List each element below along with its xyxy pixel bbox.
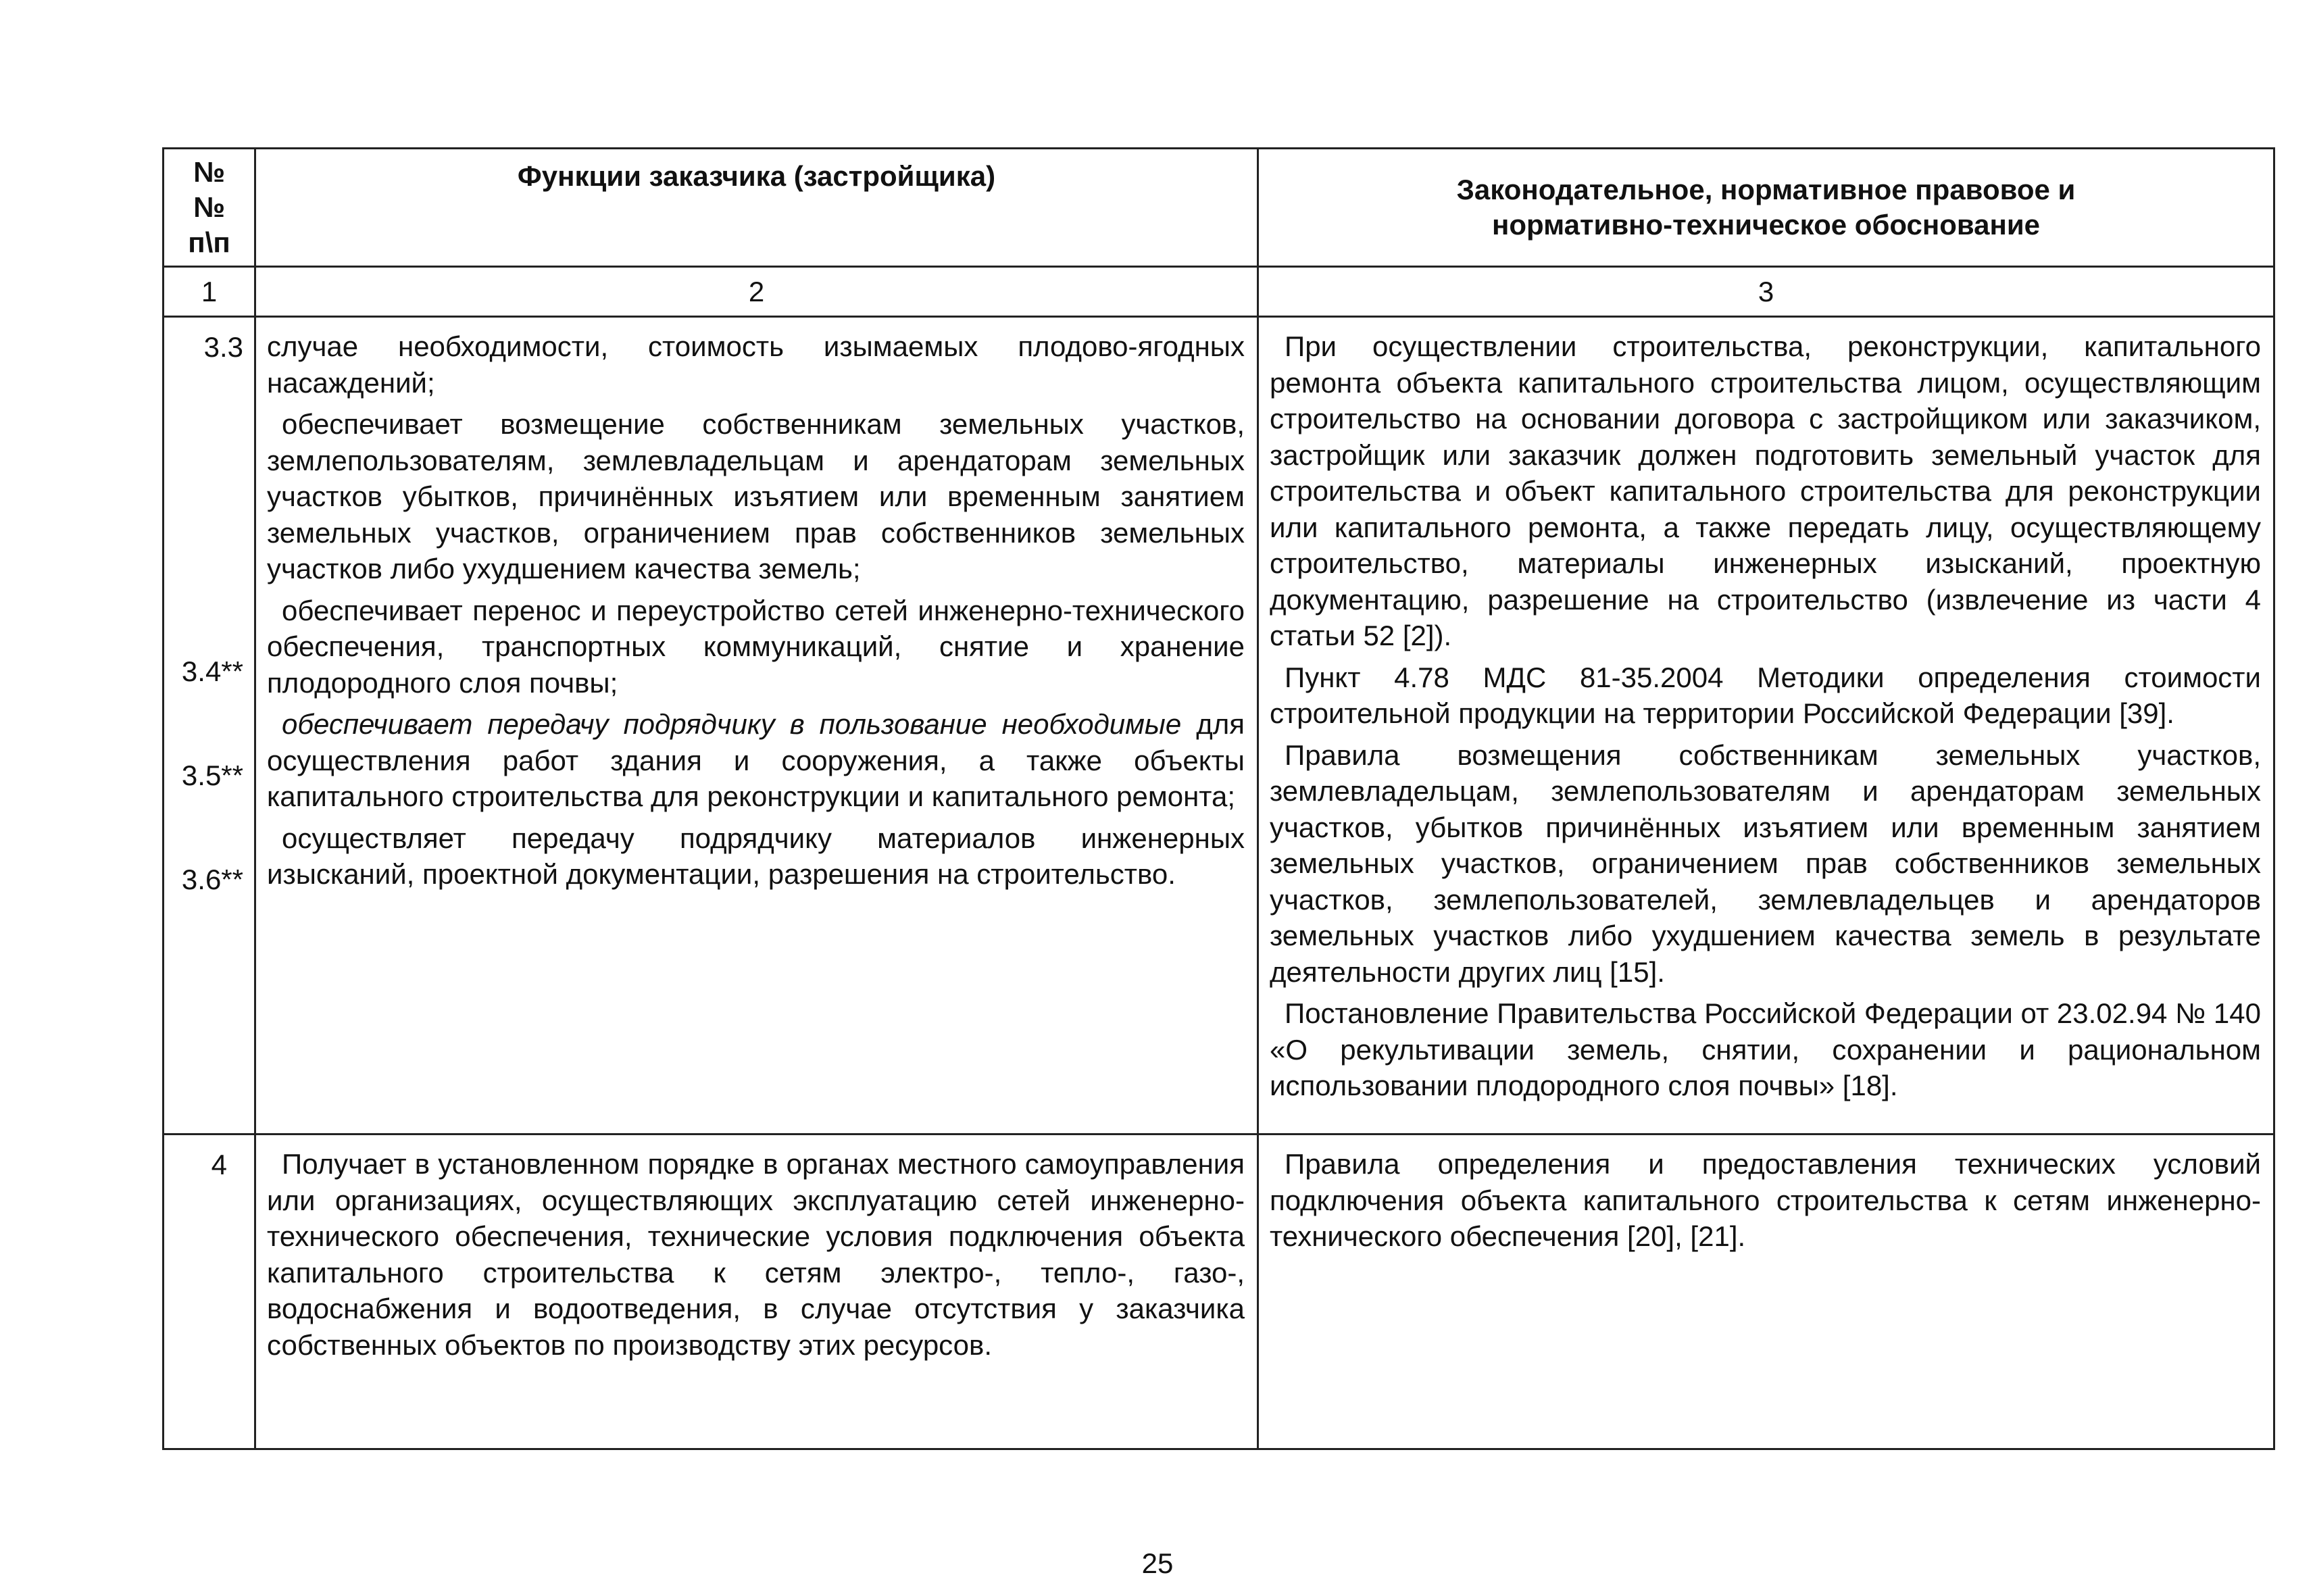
basis-cell <box>1258 317 2274 1134</box>
row-number-3-6: 3.6** <box>181 864 243 895</box>
function-item: обеспечивает возмещение собственникам земельных участков, землепользователям, землевладельцам и арендаторам земельных участков убытков, причинённых изъятием или временным занятием земельных участков, ограничением прав собственников земельных участков либо ухудшением качества земель; <box>267 408 1245 584</box>
header-basis-line1: Законодательное, нормативное правовое и <box>1456 174 2076 205</box>
functions-cell <box>255 317 1258 1134</box>
row-number-cell <box>164 1134 255 1449</box>
column-index-row <box>164 267 2274 317</box>
row-number-4: 4 <box>211 1149 227 1180</box>
function-item: случае необходимости, стоимость изымаемых плодово-ягодных насаждений; <box>267 330 1245 399</box>
basis-item: Правила определения и предоставления технических условий подключения объекта капитального строительства к сетям инженерно-технического обеспечения [20], [21]. <box>1270 1148 2261 1252</box>
basis-item: Пункт 4.78 МДС 81-35.2004 Методики определения стоимости строительной продукции на территории Российской Федерации [39]. <box>1270 661 2261 729</box>
basis-item: Правила возмещения собственникам земельных участков, землевладельцам, землепользователям и арендаторам земельных участков, убытков причинённых изъятием или временным занятием земельных участков, ограничением прав собственников земельных участков, землепользователей, землевладельцев и арендаторов земельных участков либо ухудшением качества земель в результате деятельности других лиц [15]. <box>1270 739 2261 988</box>
row-number-3-4: 3.4** <box>181 655 243 687</box>
header-number-text: №№ п\п <box>188 156 230 258</box>
basis-item: При осуществлении строительства, реконструкции, капитального ремонта объекта капитального строительства лицом, осуществляющим строительство на основании договора с застройщиком или заказчиком, застройщик или заказчик должен подготовить земельный участок для строительства и объект капитального строительства для реконструкции или капитального ремонта, а также передать лицу, осуществляющему строительство, материалы инженерных изысканий, проектную документацию, разрешение на строительство (извлечение из части 4 статьи 52 [2]). <box>1270 330 2261 651</box>
basis-item: Постановление Правительства Российской Федерации от 23.02.94 № 140 «О рекультивации земель, снятии, сохранении и рациональном использовании плодородного слоя почвы» [18]. <box>1270 997 2261 1101</box>
header-row <box>164 149 2274 267</box>
functions-cell <box>255 1134 1258 1449</box>
row-number-3-3: 3.3 <box>203 331 243 363</box>
regulation-table <box>162 147 2275 1450</box>
function-item: Получает в установленном порядке в органах местного самоуправления или организациях, осуществляющих эксплуатацию сетей инженерно-технического обеспечения, технические условия подключения объекта капитального строительства к сетям электро-, тепло-, газо-, водоснабжения и водоотведения, в случае отсутствия у заказчика собственных объектов по производству этих ресурсов. <box>267 1148 1245 1361</box>
function-item-rest: для осуществления работ здания и сооружения, а также объекты капитального строительства для реконструкции и капитального ремонта; <box>267 708 1245 812</box>
function-item: осуществляет передачу подрядчику материалов инженерных изысканий, проектной документации, разрешения на строительство. <box>267 822 1245 890</box>
column-index-1: 1 <box>164 267 255 317</box>
header-number <box>164 149 255 267</box>
function-item-italic: обеспечивает передачу подрядчику в пользование необходимые <box>282 708 1182 740</box>
basis-cell <box>1258 1134 2274 1449</box>
column-index-3: 3 <box>1258 267 2274 317</box>
header-basis <box>1258 149 2274 267</box>
function-item: обеспечивает перенос и переустройство сетей инженерно-технического обеспечения, транспортных коммуникаций, снятие и хранение плодородного слоя почвы; <box>267 594 1245 699</box>
header-basis-line2: нормативно-техническое обоснование <box>1491 209 2041 241</box>
row-number-cell <box>164 317 255 1134</box>
table-row <box>164 1134 2274 1449</box>
row-number-3-5: 3.5** <box>181 759 243 791</box>
column-index-2: 2 <box>255 267 1258 317</box>
table-row <box>164 317 2274 1134</box>
header-functions <box>255 149 1258 267</box>
header-functions-text: Функции заказчика (застройщика) <box>517 160 996 192</box>
page-number: 25 <box>1141 1547 1174 1579</box>
function-item <box>267 706 1245 815</box>
